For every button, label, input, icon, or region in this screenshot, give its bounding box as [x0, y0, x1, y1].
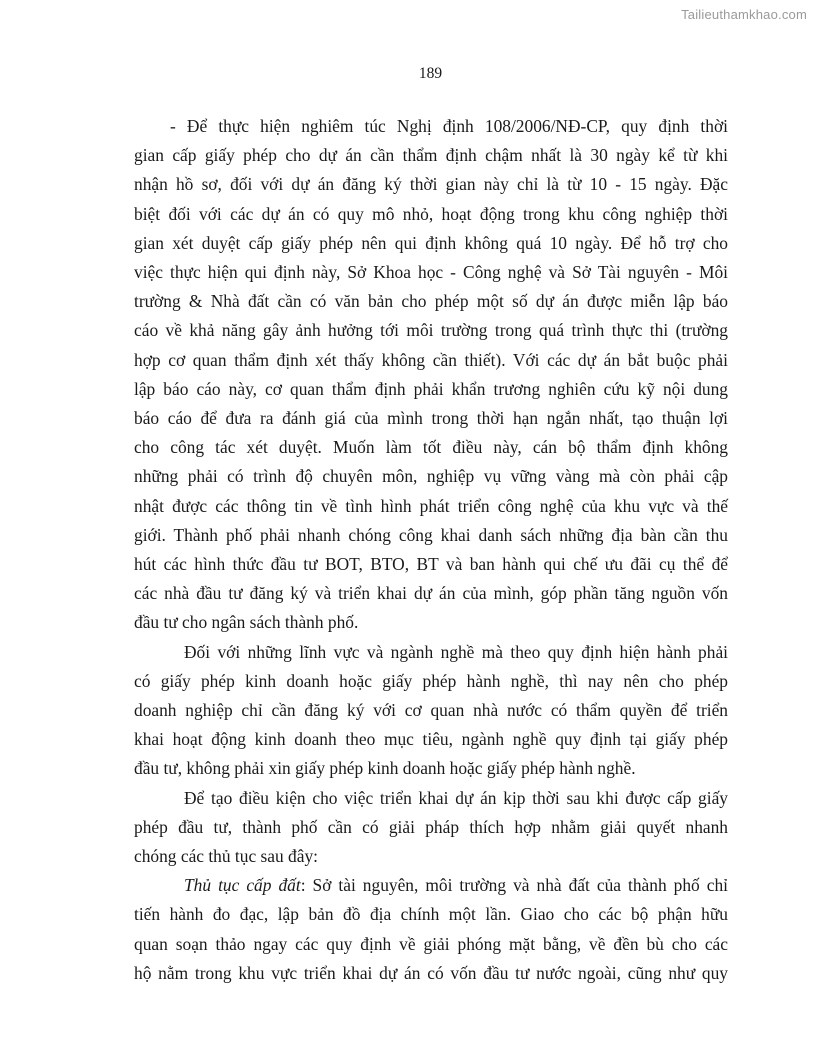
paragraph-3 [134, 784, 728, 872]
text-line: biệt đối với các dự án có quy mô nhỏ, hoạt động trong khu công nghiệp thời [134, 203, 728, 224]
text-line: báo cáo để đưa ra đánh giá của mình trong thời hạn ngắn nhất, tạo thuận lợi [134, 408, 728, 429]
text-line: Để tạo điều kiện cho việc triển khai dự án kịp thời sau khi được cấp giấy [184, 787, 728, 808]
text-line: gian cấp giấy phép cho dự án cần thẩm định chậm nhất là 30 ngày kể từ khi [134, 145, 728, 166]
paragraph-2 [134, 638, 728, 784]
text-line: tiến hành đo đạc, lập bản đồ địa chính một lần. Giao cho các bộ phận hữu [134, 904, 728, 925]
text-line: việc thực hiện qui định này, Sở Khoa học - Công nghệ và Sở Tài nguyên - Môi [134, 262, 728, 283]
text-line: phép đầu tư, thành phố cần có giải pháp thích hợp nhằm giải quyết nhanh [134, 816, 728, 837]
text-line [134, 871, 728, 900]
text-line: nhận hồ sơ, đối với dự án đăng ký thời gian này chỉ là từ 10 - 15 ngày. Đặc [134, 174, 728, 195]
text-line: có giấy phép kinh doanh hoặc giấy phép hành nghề, thì nay nên cho phép [134, 670, 728, 691]
text-line: trường & Nhà đất cần có văn bản cho phép một số dự án được miễn lập báo [134, 291, 728, 312]
text-line: cho công tác xét duyệt. Muốn làm tốt điều này, cán bộ thẩm định không [134, 437, 728, 458]
text-line: hợp cơ quan thẩm định xét thấy không cần thiết). Với các dự án bắt buộc phải [134, 349, 728, 370]
paragraph-1 [134, 112, 728, 638]
text-line: đầu tư cho ngân sách thành phố. [134, 612, 359, 633]
paragraph-4 [134, 871, 728, 988]
text-line: các nhà đầu tư đăng ký và triển khai dự án của mình, góp phần tăng nguồn vốn [134, 583, 728, 604]
text-line: nhật được các thông tin về tình hình phát triển công nghệ của khu vực và thế [134, 495, 728, 516]
text-line: khai hoạt động kinh doanh theo mục tiêu, ngành nghề quy định tại giấy phép [134, 729, 728, 750]
text-line: đầu tư, không phải xin giấy phép kinh doanh hoặc giấy phép hành nghề. [134, 758, 636, 779]
text-line: hút các hình thức đầu tư BOT, BTO, BT và ban hành qui chế ưu đãi cụ thể để [134, 554, 728, 575]
text-line: những phải có trình độ chuyên môn, nghiệp vụ vững vàng mà còn phải cập [134, 466, 728, 487]
text-line: chóng các thủ tục sau đây: [134, 846, 318, 867]
text-line: Đối với những lĩnh vực và ngành nghề mà theo quy định hiện hành phải [184, 641, 728, 662]
lead-text: : Sở tài nguyên, môi trường và nhà đất của thành phố chỉ [300, 875, 729, 896]
document-body [134, 112, 728, 988]
text-line: quan soạn thảo ngay các quy định về giải phóng mặt bằng, về đền bù cho các [134, 933, 728, 954]
text-line: - Để thực hiện nghiêm túc Nghị định 108/2006/NĐ-CP, quy định thời [170, 116, 728, 136]
text-line: hộ nằm trong khu vực triển khai dự án có vốn đầu tư nước ngoài, cũng như quy [134, 962, 728, 983]
text-line: gian xét duyệt cấp giấy phép nên qui định không quá 10 ngày. Để hỗ trợ cho [134, 232, 728, 253]
text-line: cáo về khả năng gây ảnh hưởng tới môi trường trong quá trình thực thi (trường [134, 320, 728, 341]
italic-heading: Thủ tục cấp đất [184, 875, 301, 896]
text-line: lập báo cáo này, cơ quan thẩm định phải khẩn trương nghiên cứu kỹ nội dung [134, 378, 728, 399]
watermark: Tailieuthamkhao.com [681, 7, 807, 22]
text-line: giới. Thành phố phải nhanh chóng công khai danh sách những địa bàn cần thu [134, 524, 728, 545]
text-line: doanh nghiệp chỉ cần đăng ký với cơ quan nhà nước có thẩm quyền để triển [134, 700, 728, 721]
page-number: 189 [418, 65, 443, 82]
